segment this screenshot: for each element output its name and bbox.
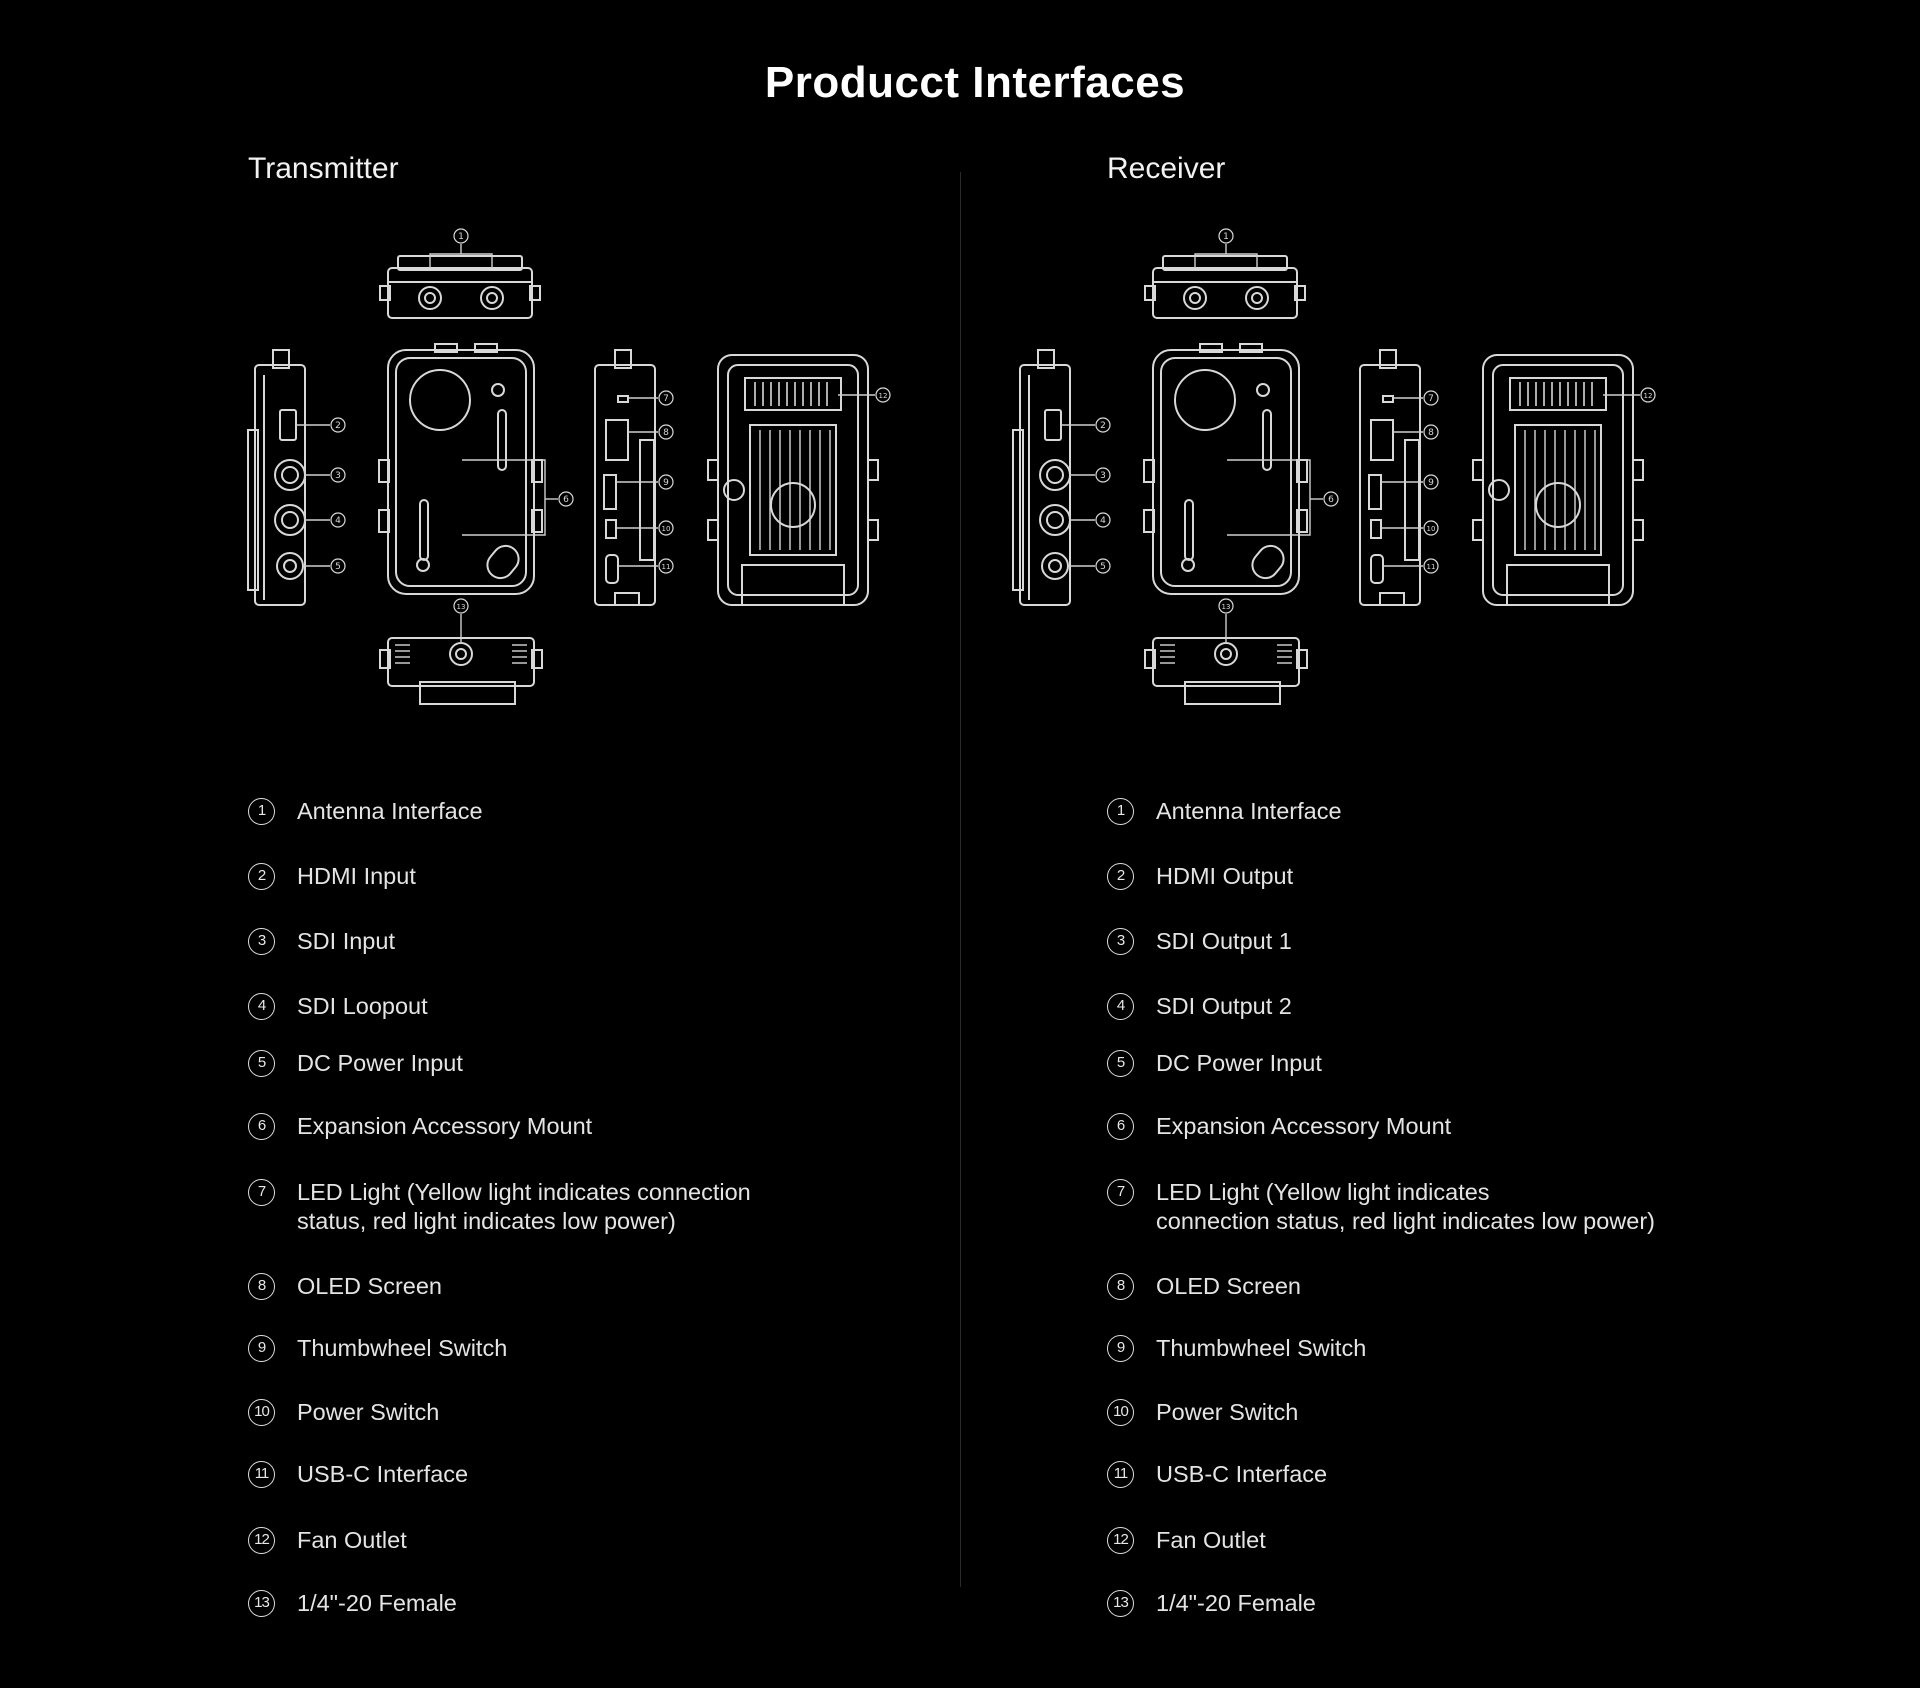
item-label: SDI Output 2 [1156,993,1292,1019]
item-label: SDI Input [297,928,395,954]
legend-item [1107,1112,1696,1141]
transmitter-legend [0,0,900,1688]
legend-item [1107,797,1696,826]
callout-11: 11 [1426,563,1436,571]
item-label: USB-C Interface [297,1461,469,1487]
legend-item [1107,1398,1696,1427]
legend-item [248,1178,817,1236]
callout-11: 11 [661,563,671,571]
item-number: 6 [248,1113,275,1140]
legend-item [248,1589,817,1618]
item-label: Fan Outlet [297,1527,407,1553]
item-number: 11 [1107,1461,1134,1488]
item-label: Power Switch [297,1399,440,1425]
item-number: 7 [1107,1179,1134,1206]
callout-5: 5 [335,562,341,572]
item-label: Thumbwheel Switch [1156,1335,1367,1361]
legend-item [1107,1049,1696,1078]
item-label: Antenna Interface [297,798,483,824]
item-label: OLED Screen [1156,1273,1301,1299]
item-label: USB-C Interface [1156,1461,1328,1487]
item-label: SDI Loopout [297,993,428,1019]
legend-item [1107,1460,1696,1489]
item-number: 1 [1107,798,1134,825]
callout-9: 9 [1428,478,1434,488]
callout-1: 1 [1223,232,1229,242]
legend-item [1107,1334,1696,1363]
item-label: Expansion Accessory Mount [297,1113,593,1139]
item-label: Power Switch [1156,1399,1299,1425]
callout-3: 3 [335,471,341,481]
callout-12: 12 [1643,392,1653,400]
legend-item [248,1398,817,1427]
item-number: 9 [248,1335,275,1362]
item-number: 13 [1107,1590,1134,1617]
item-number: 1 [248,798,275,825]
legend-item [1107,1526,1696,1555]
callout-1: 1 [458,232,464,242]
item-label: 1/4"-20 Female [1156,1590,1316,1616]
legend-item [1107,862,1696,891]
legend-item [248,927,817,956]
legend-item [248,1049,817,1078]
callout-10: 10 [1426,525,1436,533]
item-label: Fan Outlet [1156,1527,1266,1553]
callout-7: 7 [663,394,669,404]
callout-2: 2 [1100,421,1106,431]
item-number: 4 [1107,993,1134,1020]
legend-item [248,797,817,826]
receiver-legend [860,0,1760,1688]
legend-item [1107,927,1696,956]
item-number: 13 [248,1590,275,1617]
item-number: 8 [1107,1273,1134,1300]
page-title: Producct Interfaces [764,58,1186,107]
callout-13: 13 [1221,603,1231,611]
callout-4: 4 [1100,516,1106,526]
item-number: 2 [1107,863,1134,890]
legend-item [248,1272,817,1301]
item-label: LED Light (Yellow light indicates connection status, red light indicates low power) [297,1179,751,1234]
callout-6: 6 [563,495,569,505]
item-label: 1/4"-20 Female [297,1590,457,1616]
callout-13: 13 [456,603,466,611]
callout-8: 8 [663,428,669,438]
item-number: 12 [248,1527,275,1554]
legend-item [1107,1589,1696,1618]
callout-10: 10 [661,525,671,533]
callout-12: 12 [878,392,888,400]
item-number: 11 [248,1461,275,1488]
item-label: SDI Output 1 [1156,928,1292,954]
legend-item [1107,1272,1696,1301]
legend-item [248,1526,817,1555]
item-number: 10 [248,1399,275,1426]
item-number: 5 [248,1050,275,1077]
item-number: 5 [1107,1050,1134,1077]
item-number: 6 [1107,1113,1134,1140]
callout-2: 2 [335,421,341,431]
item-number: 7 [248,1179,275,1206]
callout-9: 9 [663,478,669,488]
item-number: 12 [1107,1527,1134,1554]
transmitter-section [0,0,900,1688]
item-label: HDMI Output [1156,863,1294,889]
legend-item [1107,1178,1696,1236]
item-number: 3 [248,928,275,955]
legend-item [248,992,817,1021]
legend-item [248,862,817,891]
item-label: LED Light (Yellow light indicates connection status, red light indicates low power) [1156,1179,1655,1234]
item-label: HDMI Input [297,863,416,889]
transmitter-heading: Transmitter [248,152,399,185]
callout-5: 5 [1100,562,1106,572]
legend-item [248,1460,817,1489]
receiver-section [860,0,1760,1688]
item-label: Thumbwheel Switch [297,1335,508,1361]
item-label: OLED Screen [297,1273,442,1299]
callout-4: 4 [335,516,341,526]
callout-3: 3 [1100,471,1106,481]
item-label: Expansion Accessory Mount [1156,1113,1452,1139]
legend-item [248,1112,817,1141]
receiver-heading: Receiver [1107,152,1226,185]
item-label: DC Power Input [297,1050,463,1076]
item-number: 9 [1107,1335,1134,1362]
item-number: 2 [248,863,275,890]
legend-item [248,1334,817,1363]
callout-6: 6 [1328,495,1334,505]
item-number: 4 [248,993,275,1020]
item-number: 3 [1107,928,1134,955]
legend-item [1107,992,1696,1021]
item-label: Antenna Interface [1156,798,1342,824]
callout-7: 7 [1428,394,1434,404]
item-number: 10 [1107,1399,1134,1426]
item-label: DC Power Input [1156,1050,1322,1076]
callout-8: 8 [1428,428,1434,438]
item-number: 8 [248,1273,275,1300]
